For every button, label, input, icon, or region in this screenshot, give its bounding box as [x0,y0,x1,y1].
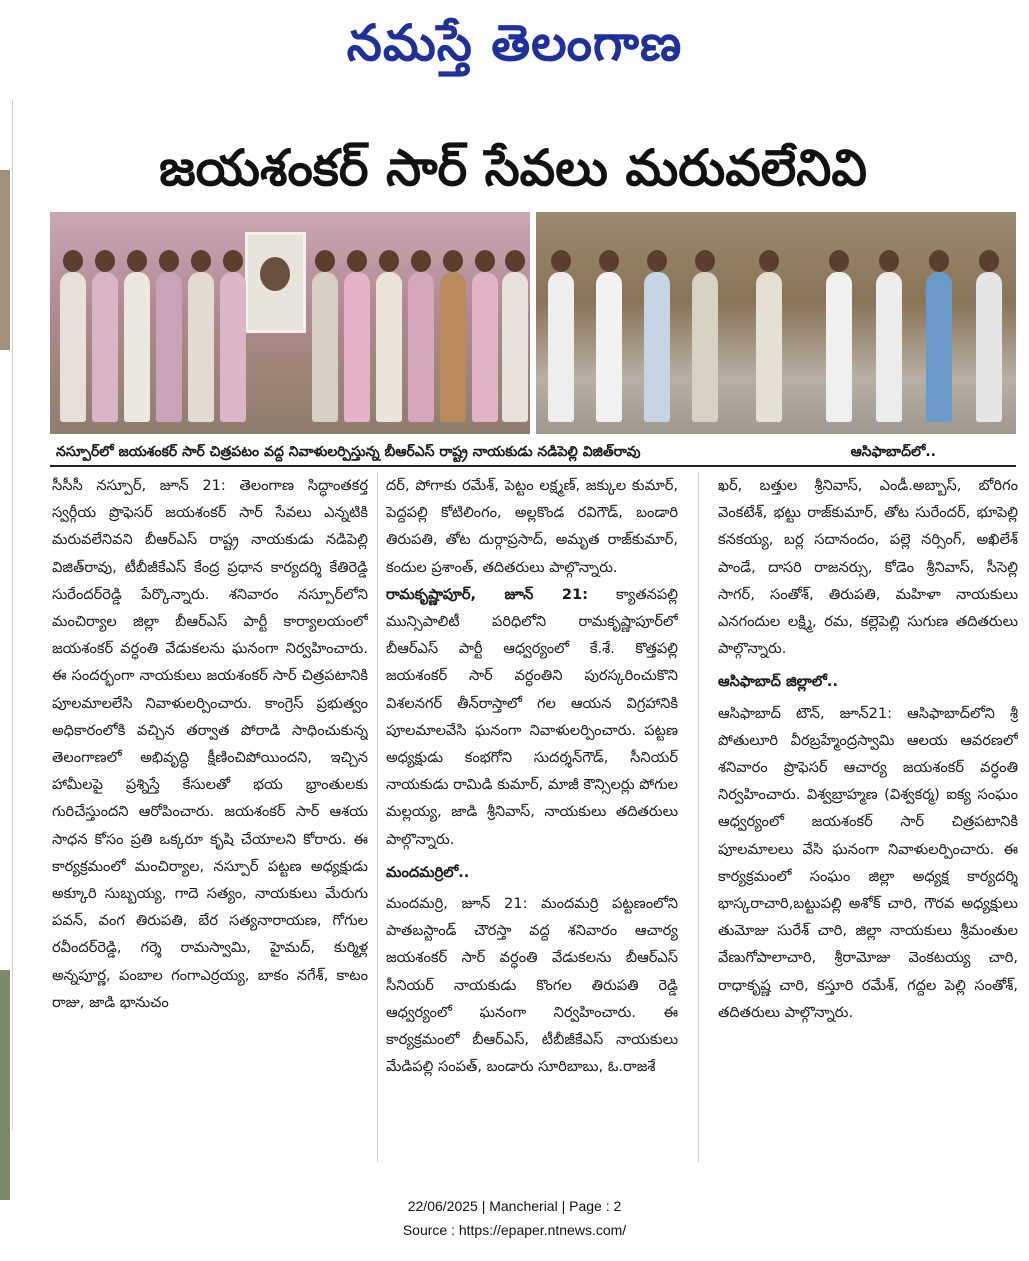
dateline: రామకృష్ణాపూర్, జూన్ 21: [386,585,588,603]
photo-asifabad-tribute [536,212,1016,434]
footer-date-edition: 22/06/2025 | Mancherial | Page : 2 [407,1198,622,1214]
adjacent-article-clip [0,100,13,1130]
paragraph [386,581,678,853]
article-headline: జయశంకర్ సార్ సేవలు మరువలేనివి [159,139,867,197]
adjacent-photo [0,970,10,1200]
newspaper-masthead: నమస్తే తెలంగాణ [346,14,683,72]
column-divider [698,472,699,1162]
jayashankar-portrait [245,232,306,333]
article-column-3 [718,472,1018,1162]
article-photos [50,212,1016,434]
footer-source: Source : https://epaper.ntnews.com/ [402,1222,627,1238]
article-column-1 [52,472,368,1162]
paragraph: ఖర్, బత్తుల శ్రీనివాస్, ఎండీ.అబ్బాస్, బోరిగం వెంకటేశ్, భట్టు రాజ్‌కుమార్, తోట సురేందర్, భూపెల్లి కనకయ్య, బర్ల సదానందం, పల్లె నర్సింగ్, అఖిలేశ్ పాండే, దాసరి రాజనర్సు, కోడెం శ్రీనివాస్, సీసెల్లి సాగర్, సంతోశ్, తిరుపతి, మహిళా నాయకులు ఎనగందుల లక్ష్మి, రమ, కల్లెపెల్లి సుగుణ తదితరులు పాల్గొన్నారు. [718,477,1018,658]
subheading: ఆసిఫాబాద్ జిల్లాలో.. [718,673,839,691]
photo-naspur-tribute [50,212,530,434]
photo-caption-bar [50,441,1016,467]
photo-caption-left: నస్పూర్‌లో జయశంకర్ సార్ చిత్రపటం వద్ద నివాళులర్పిస్తున్న బీఆర్ఎస్ రాష్ట్ర నాయకుడు నడిపెల్లి విజిత్‌రావు [56,444,641,460]
page-footer [0,1194,1029,1242]
article-column-2 [386,472,678,1162]
adjacent-photo [0,170,10,350]
column-divider [377,472,378,1162]
paragraph: మందమర్రి, జూన్ 21: మందమర్రి పట్టణంలోని పాతబస్టాండ్ చౌరస్తా వద్ద శనివారం ఆచార్య జయశంకర్ సార్ వర్ధంతి వేడుకలను బీఆర్ఎస్ సీనియర్ నాయకుడు కొంగల తిరుపతి రెడ్డి ఆధ్వర్యంలో ఘనంగా నిర్వహించారు. ఈ కార్యక్రమంలో బీఆర్ఎస్, టీబీజీకేఎస్ నాయకులు మేడిపల్లి సంపత్, బండారు సూరిబాబు, ఓ.రాజశే [386,895,678,1076]
paragraph: ఆసిఫాబాద్ టౌన్, జూన్21: ఆసిఫాబాద్‌లోని శ్రీ పోతులూరి వీరబ్రహ్మేంద్రస్వామి ఆలయ ఆవరణలో శనివారం ప్రొఫెసర్ ఆచార్య జయశంకర్ వర్ధంతి నిర్వహించారు. విశ్వబ్రాహ్మణ (విశ్వకర్మ) ఐక్య సంఘం ఆధ్వర్యంలో జయశంకర్ సార్ చిత్రపటానికి పూలమాలలు వేసి ఘనంగా నివాళులర్పించారు. ఈ కార్యక్రమంలో సంఘం జిల్లా అధ్యక్ష కార్యదర్శి భాస్కరాచారి,బట్టుపల్లి అశోక్ చారి, గౌరవ అధ్యక్షులు తుమోజు సురేశ్ చారి, జిల్లా నాయకులు శ్రీమంతుల వేణుగోపాలాచారి, శ్రీరామోజు వెంకటయ్య చారి, రాధాకృష్ణ చారి, కస్తూరి రమేశ్, గద్దల పెల్లి సంతోశ్, తదితరులు పాల్గొన్నారు. [718,704,1018,1021]
paragraph: దర్, పోగాకు రమేశ్, పెట్టం లక్ష్మణ్, జక్కుల కుమార్, పెద్దపల్లి కోటిలింగం, అల్లకొండ రవిగౌడ్, బండారి తిరుపతి, తోట దుర్గాప్రసాద్, అమృత రాజ్‌కుమార్, కందుల ప్రశాంత్, తదితరులు పాల్గొన్నారు. [386,477,678,576]
paragraph-text: క్యాతనపల్లి మున్సిపాలిటీ పరిధిలోని రామకృష్ణాపూర్‌లో బీఆర్ఎస్ పార్టీ ఆధ్వర్యంలో కే.శే. కొత్తపల్లి జయశంకర్ సార్ వర్ధంతిని పురస్కరించుకొని విశలనగర్ తీన్‌రాస్తాలో గల ఆయన విగ్రహానికి పూలమాలవేసి ఘనంగా నివాళులర్పించారు. పట్టణ అధ్యక్షుడు కంభగోని సుదర్శన్‌గౌడ్, సీనియర్ నాయకుడు రామిడి కుమార్, మాజీ కౌన్సిలర్లు పోగుల మల్లయ్య, జాడి శ్రీనివాస్, నాయకులు తదితరులు పాల్గొన్నారు. [386,585,678,848]
paragraph: సీసీసీ నస్పూర్, జూన్ 21: తెలంగాణ సిద్ధాంతకర్త స్వర్గీయ ప్రొఫెసర్ జయశంకర్ సార్ సేవలు ఎన్నటికి మరువలేనివని బీఆర్ఎస్ రాష్ట్ర నాయకుడు నడిపెల్లి విజిత్‌రావు, టీబీజీకేఎస్ కేంద్ర ప్రధాన కార్యదర్శి కేతిరెడ్డి సురేందర్‌రెడ్డి పేర్కొన్నారు. శనివారం నస్పూర్‌లోని మంచిర్యాల జిల్లా బీఆర్ఎస్ పార్టీ కార్యాలయంలో జయశంకర్ వర్ధంతి వేడుకలను ఘనంగా నిర్వహించారు. ఈ సందర్భంగా నాయకులు జయశంకర్ సార్ చిత్రపటానికి పూలమాలలేసి నివాళులర్పించారు. కాంగ్రెస్ ప్రభుత్వం అధికారంలోకి వచ్చిన తర్వాత పోరాడి సాధించుకున్న తెలంగాణలో అభివృద్ధి క్షీణించిపోయిందని, ఇచ్చిన హామీలపై ప్రశ్నిస్తే కేసులతో భయ భ్రాంతులకు గురిచేస్తుందని ఆరోపించారు. జయశంకర్ సార్ ఆశయ సాధన కోసం ప్రతి ఒక్కరూ కృషి చేయాలని కోరారు. ఈ కార్యక్రమంలో మంచిర్యాల, నస్పూర్ పట్టణ అధ్యక్షుడు అక్కూరి సుబ్బయ్య, గాదె సత్యం, నాయకులు మేరుగు పవన్, వంగ తిరుపతి, బేర సత్యనారాయణ, గోగుల రవీందర్‌రెడ్డి, గర్శె రామస్వామి, హైమద్, కుర్మిళ్ల అన్నపూర్ణ, పంబాల గంగాఎర్రయ్య, బాకం నగేశ్, కాటం రాజు, జాడి భానుచం [52,477,368,1011]
photo-caption-right: ఆసిఫాబాద్‌లో.. [850,444,936,460]
subheading: మందమర్రిలో.. [386,863,470,881]
